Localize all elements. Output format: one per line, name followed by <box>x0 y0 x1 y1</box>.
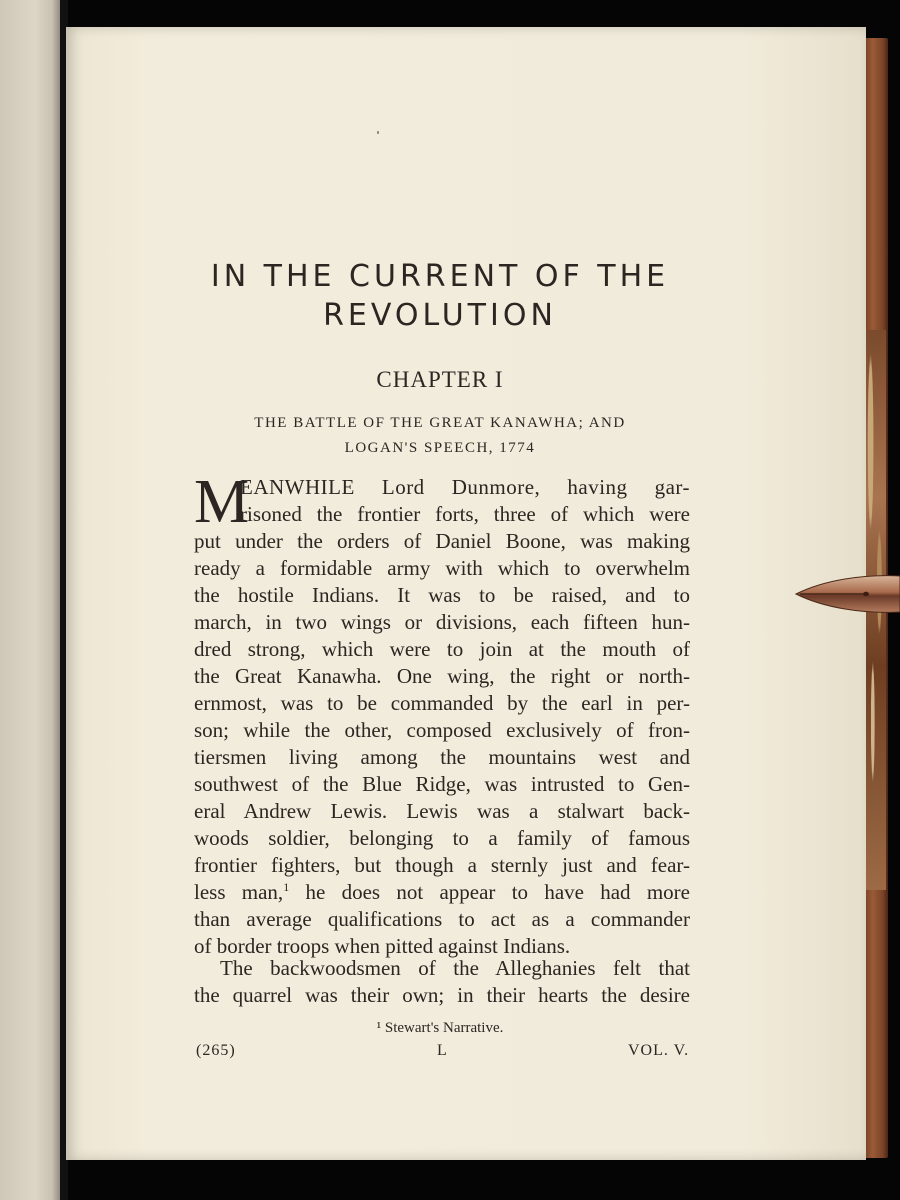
drop-cap: M <box>194 468 250 536</box>
body-line: the quarrel was their own; in their hearts the desire <box>194 983 690 1007</box>
volume-label: VOL. V. <box>628 1042 690 1059</box>
body-line: EANWHILE Lord Dunmore, having gar- <box>240 475 690 499</box>
chapter-subtitle-line-2: LOGAN'S SPEECH, 1774 <box>344 440 536 456</box>
body-line-end: he does not appear to have had more <box>289 880 690 904</box>
body-line: the hostile Indians. It was to be raised, and to <box>194 583 690 607</box>
body-line: of border troops when pitted against Indians. <box>194 934 571 958</box>
body-line: eral Andrew Lewis. Lewis was a stalwart back- <box>194 799 690 823</box>
footnote-marker: 1 <box>283 880 290 894</box>
body-line: woods soldier, belonging to a family of famous <box>194 826 690 850</box>
signature-mark: L <box>437 1042 448 1059</box>
body-line: the Great Kanawha. One wing, the right or north- <box>194 664 690 688</box>
body-line: dred strong, which were to join at the mouth of <box>194 637 690 661</box>
paragraph-1-opening <box>240 474 690 528</box>
body-line: risoned the frontier forts, three of which were <box>240 502 690 526</box>
chapter-heading: CHAPTER I <box>376 367 504 392</box>
body-line-with-footnote <box>194 879 690 906</box>
body-line: put under the orders of Daniel Boone, was making <box>194 529 690 553</box>
body-line: frontier fighters, but though a sternly just and fear- <box>194 853 690 877</box>
page-number: (265) <box>196 1042 236 1059</box>
paragraph-1-body <box>194 528 690 960</box>
body-line-start: less man, <box>194 880 284 904</box>
body-line: ernmost, was to be commanded by the earl in per- <box>194 691 690 715</box>
body-line: son; while the other, composed exclusively of fron- <box>194 718 690 742</box>
body-line: tiersmen living among the mountains west and <box>194 745 690 769</box>
body-line: than average qualifications to act as a commander <box>194 907 690 931</box>
book-section-title-line-1: IN THE CURRENT OF THE <box>210 259 670 294</box>
body-line: march, in two wings or divisions, each fifteen hun- <box>194 610 690 634</box>
paragraph-2-body <box>194 955 690 1009</box>
body-line: ready a formidable army with which to overwhelm <box>194 556 690 580</box>
footnote: ¹ Stewart's Narrative. <box>376 1020 504 1036</box>
paper-speck <box>377 131 379 134</box>
pen-nib-icon <box>794 570 900 618</box>
drop-cap-container <box>194 468 250 536</box>
body-line: southwest of the Blue Ridge, was intrusted to Gen- <box>194 772 690 796</box>
book-section-title-line-2: REVOLUTION <box>323 298 557 333</box>
chapter-subtitle-line-1: THE BATTLE OF THE GREAT KANAWHA; AND <box>254 415 626 431</box>
body-line: The backwoodsmen of the Alleghanies felt that <box>220 956 690 980</box>
